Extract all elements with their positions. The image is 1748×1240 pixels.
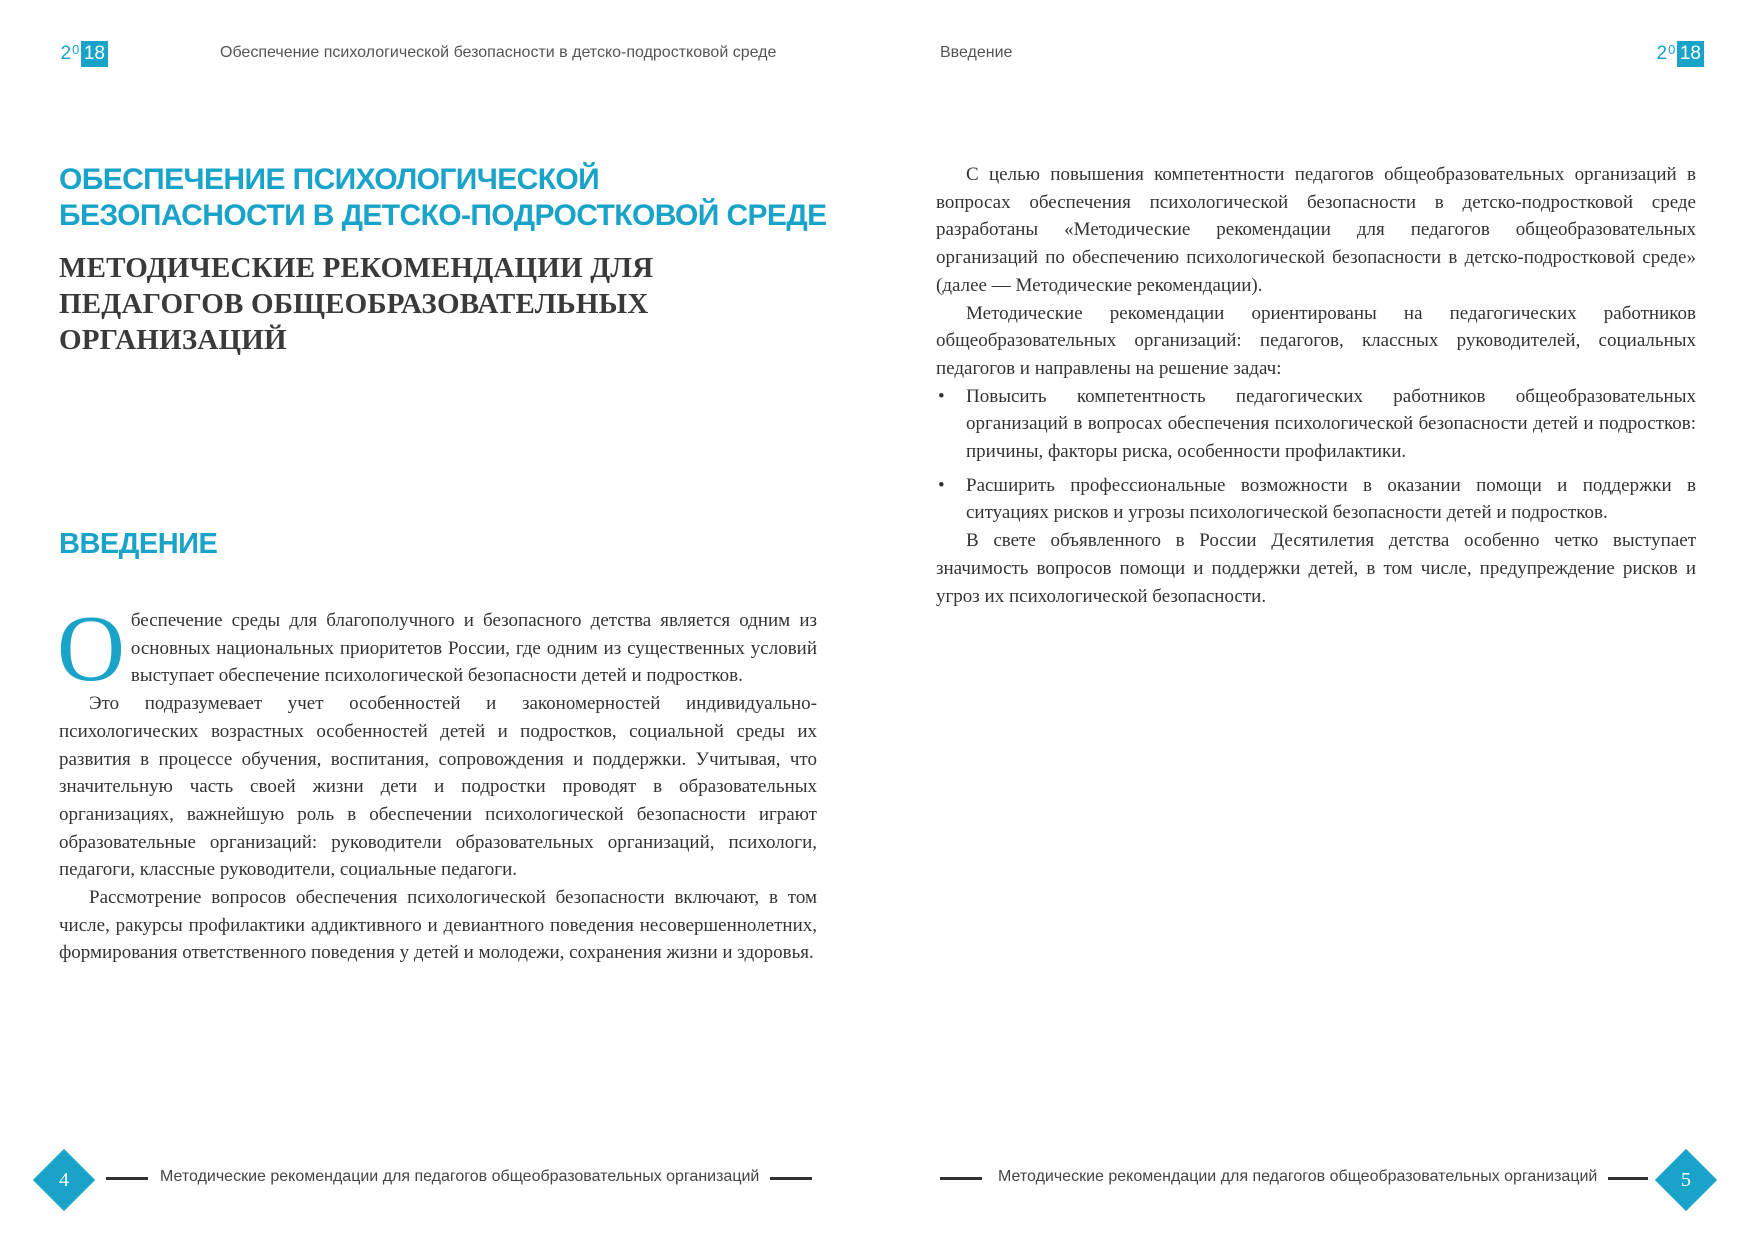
paragraph: С целью повышения компетентности педагогов общеобразовательных организаций в вопросах обеспечения психологической безопасности в детско-подростковой среде разработаны «Методические рекомендации для педагогов общеобразовательных организаций по обеспечению психологической безопасности в детско-подростковой среде» (далее — Методические рекомендации). (936, 164, 1696, 296)
bullet-icon: • (938, 385, 945, 407)
year-digit: 0 (1668, 42, 1676, 57)
page-number: 5 (1681, 1169, 1691, 1191)
list-item-text: Повысить компетентность педагогических работников общеобразовательных организаций в вопросах обеспечения психологической безопасности детей и подростков: причины, факторы риска, особенности профилактики. (966, 385, 1696, 463)
year-digit: 1 (1679, 43, 1691, 64)
list-item (936, 472, 1696, 527)
paragraph-text: беспечение среды для благополучного и безопасного детства является одним из основных национальных приоритетов России, где одним из существенных условий выступает обеспечение психологической безопасности детей и подростков. (130, 610, 817, 687)
section-title: ВВЕДЕНИЕ (59, 528, 218, 560)
left-body-text (57, 597, 817, 967)
year-digit: 2 (60, 43, 72, 64)
year-logo (1656, 41, 1704, 67)
task-list (936, 383, 1696, 528)
dropcap: О (57, 597, 125, 701)
footer-text: Методические рекомендации для педагогов общеобразовательных организаций (160, 1168, 760, 1185)
running-head: Обеспечение психологической безопасности в детско-подростковой среде (220, 44, 777, 61)
document-title: ОБЕСПЕЧЕНИЕ ПСИХОЛОГИЧЕСКОЙ БЕЗОПАСНОСТИ В ДЕТСКО-ПОДРОСТКОВОЙ СРЕДЕ (59, 163, 827, 232)
document-subtitle: МЕТОДИЧЕСКИЕ РЕКОМЕНДАЦИИ ДЛЯ ПЕДАГОГОВ ОБЩЕОБРАЗОВАТЕЛЬНЫХ ОРГАНИЗАЦИЙ (59, 252, 654, 356)
running-head: Введение (940, 44, 1013, 61)
footer-rule (1608, 1177, 1648, 1180)
footer-rule (106, 1177, 148, 1180)
list-item-text: Расширить профессиональные возможности в оказании помощи и поддержки в ситуациях рисков и угрозы психологической безопасности детей и подростков. (966, 474, 1696, 524)
year-digit-box (81, 41, 108, 67)
list-item (936, 383, 1696, 466)
year-digit: 8 (94, 43, 105, 64)
year-digit: 1 (83, 43, 95, 64)
footer-rule (940, 1177, 982, 1180)
paragraph: Это подразумевает учет особенностей и закономерностей индивидуально-психологических возрастных особенностей детей и подростков, социальной среды их развития в процессе обучения, воспитания, сопровождения и поддержки. Учитывая, что значительную часть своей жизни дети и подростки проводят в образовательных организациях, важнейшую роль в обеспечении психологической безопасности играют образовательные организаций: руководители образовательных организаций, психологи, педагоги, классные руководители, социальные педагоги. (59, 693, 817, 881)
page-number: 4 (59, 1169, 69, 1191)
year-digit: 8 (1690, 43, 1701, 64)
year-digit: 2 (1656, 43, 1668, 64)
year-logo (60, 41, 108, 67)
paragraph (57, 597, 817, 701)
year-digit-box (1677, 41, 1704, 67)
paragraph: Методические рекомендации ориентированы на педагогических работников общеобразовательных организаций: педагогов, классных руководителей, социальных педагогов и направлены на решение задач: (936, 302, 1696, 379)
footer-rule (770, 1177, 812, 1180)
bullet-icon: • (938, 474, 945, 496)
year-digit: 0 (72, 42, 80, 57)
footer-text: Методические рекомендации для педагогов общеобразовательных организаций (998, 1168, 1598, 1185)
right-body-text (936, 161, 1696, 610)
paragraph: Рассмотрение вопросов обеспечения психологической безопасности включают, в том числе, ракурсы профилактики аддиктивного и девиантного поведения несовершеннолетних, формирования ответственного поведения у детей и молодежи, сохранения жизни и здоровья. (59, 887, 817, 964)
right-page (874, 0, 1748, 1240)
paragraph: В свете объявленного в России Десятилетия детства особенно четко выступает значимость вопросов помощи и поддержки детей, в том числе, предупреждение рисков и угроз их психологической безопасности. (936, 530, 1696, 607)
